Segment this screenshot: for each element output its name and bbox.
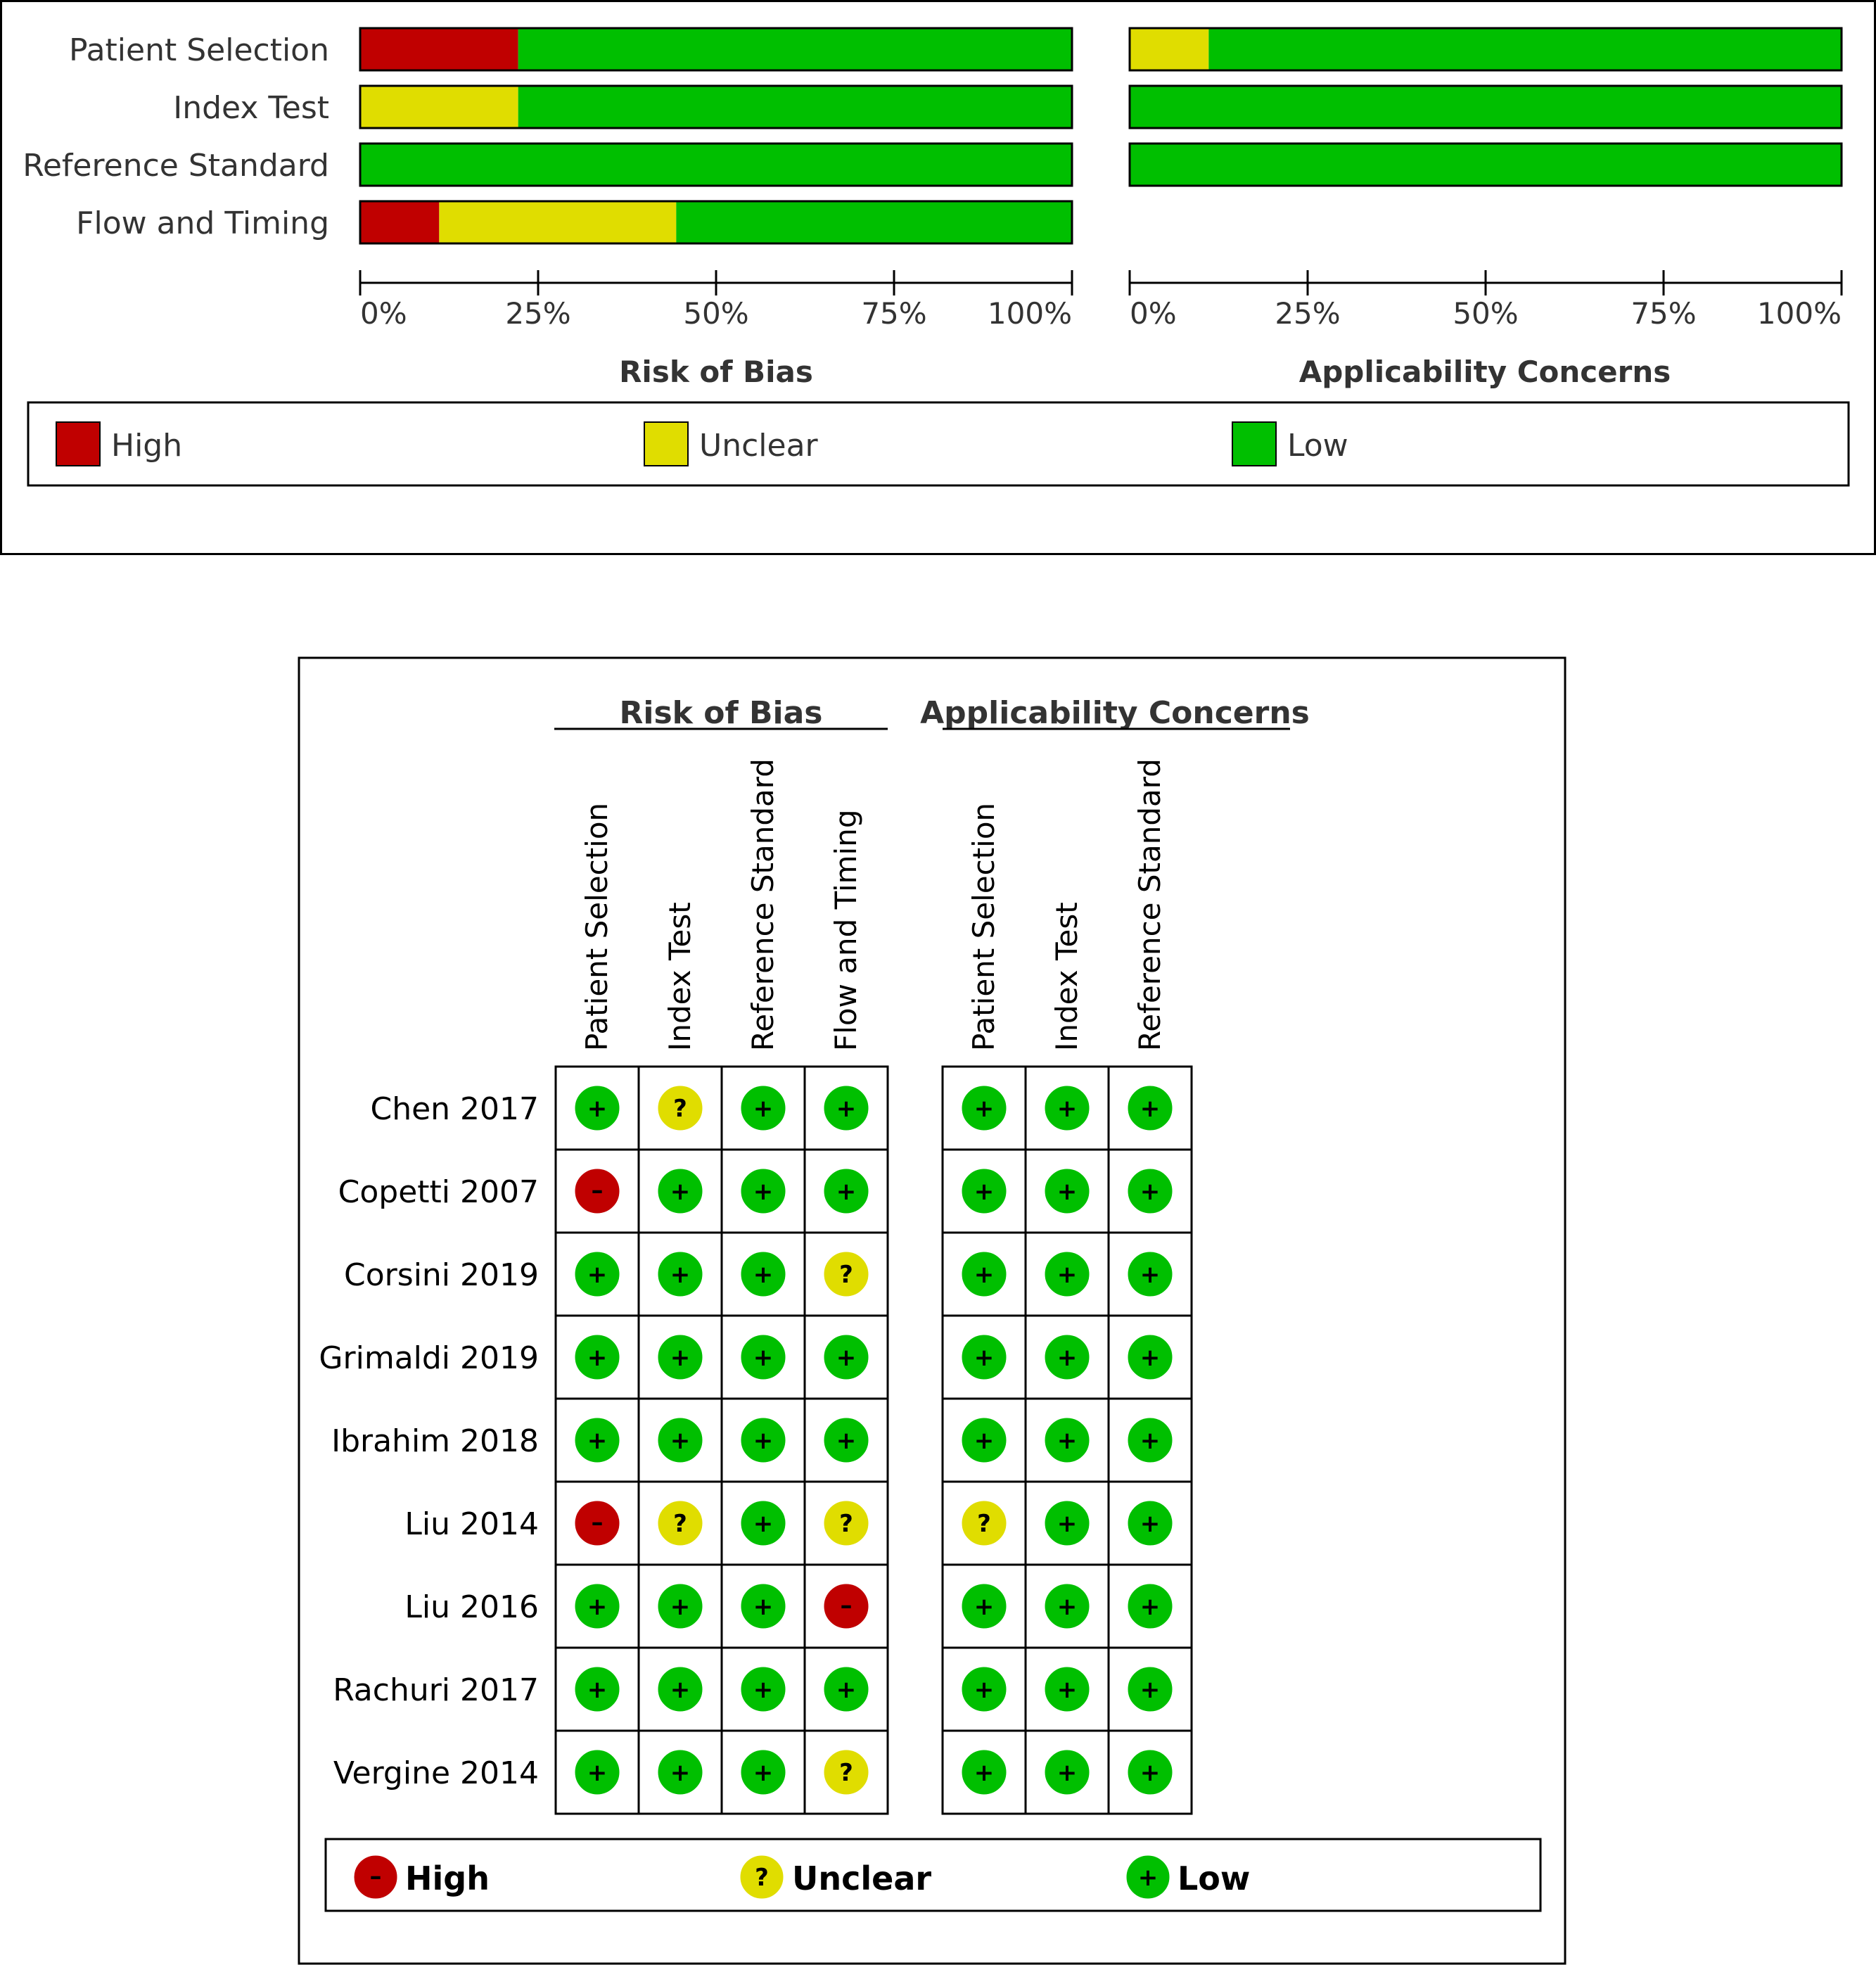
column-header-flow-and-timing: Flow and Timing: [829, 809, 863, 1051]
legend-swatch-unclear: [644, 422, 688, 466]
judgement-low-mark: +: [974, 1344, 995, 1372]
judgement-low-mark: +: [670, 1427, 691, 1455]
judgement-low-mark: +: [753, 1178, 774, 1206]
summary-table-group-headers: [554, 695, 1310, 731]
legend-symbol-high-mark: –: [369, 1862, 382, 1890]
judgement-low-mark: +: [974, 1593, 995, 1621]
judgement-low-mark: +: [1140, 1095, 1161, 1123]
judgement-low-mark: +: [1140, 1593, 1161, 1621]
judgement-low-mark: +: [753, 1261, 774, 1289]
study-label-liu-2016: Liu 2016: [404, 1589, 539, 1625]
bar-flow-and-timing-unclear: [439, 201, 676, 243]
judgement-low-mark: +: [836, 1178, 857, 1206]
study-label-chen-2017: Chen 2017: [370, 1091, 539, 1127]
judgement-low-mark: +: [1140, 1676, 1161, 1704]
column-header-index-test: Index Test: [1049, 902, 1084, 1051]
judgement-unclear-mark: ?: [977, 1510, 991, 1538]
judgement-unclear-mark: ?: [839, 1510, 853, 1538]
tick-label: 25%: [505, 296, 571, 331]
study-label-corsini-2019: Corsini 2019: [344, 1257, 539, 1293]
judgement-low-mark: +: [1057, 1510, 1078, 1538]
judgement-low-mark: +: [587, 1095, 608, 1123]
judgement-low-mark: +: [836, 1676, 857, 1704]
judgement-unclear-mark: ?: [673, 1510, 687, 1538]
bar-reference-standard-low: [360, 144, 1072, 186]
legend-frame: [28, 402, 1849, 485]
bar-index-test-unclear: [360, 86, 518, 128]
legend-swatch-low: [1232, 422, 1276, 466]
judgement-low-mark: +: [587, 1593, 608, 1621]
tick-label: 50%: [1453, 296, 1519, 331]
study-label-vergine-2014: Vergine 2014: [333, 1755, 539, 1791]
bar-patient-selection-high: [360, 28, 518, 70]
legend-label-low: Low: [1287, 428, 1348, 464]
judgement-low-mark: +: [670, 1261, 691, 1289]
judgement-low-mark: +: [670, 1344, 691, 1372]
category-label-patient-selection: Patient Selection: [69, 32, 329, 68]
judgement-unclear-mark: ?: [839, 1261, 853, 1289]
judgement-low-mark: +: [1057, 1095, 1078, 1123]
column-header-index-test: Index Test: [663, 902, 697, 1051]
judgement-low-mark: +: [836, 1427, 857, 1455]
legend-frame: [326, 1839, 1540, 1911]
judgement-high-mark: –: [840, 1591, 853, 1620]
judgement-low-mark: +: [670, 1759, 691, 1787]
judgement-low-mark: +: [753, 1593, 774, 1621]
judgement-low-mark: +: [974, 1261, 995, 1289]
category-label-reference-standard: Reference Standard: [23, 148, 329, 184]
legend-label-unclear: Unclear: [699, 428, 818, 464]
tick-label: 100%: [987, 296, 1072, 331]
column-header-patient-selection: Patient Selection: [580, 802, 614, 1051]
judgement-low-mark: +: [836, 1344, 857, 1372]
summary-table-grid: [556, 1067, 1192, 1814]
summary-table-study-labels: [319, 1091, 539, 1791]
judgement-low-mark: +: [1057, 1261, 1078, 1289]
judgement-low-mark: +: [1057, 1344, 1078, 1372]
judgement-unclear-mark: ?: [673, 1095, 687, 1123]
category-label-flow-and-timing: Flow and Timing: [76, 205, 329, 241]
judgement-low-mark: +: [1057, 1427, 1078, 1455]
bar-patient-selection-unclear: [1130, 28, 1208, 70]
judgement-high-mark: –: [591, 1508, 604, 1537]
judgement-low-mark: +: [974, 1178, 995, 1206]
tick-label: 100%: [1756, 296, 1842, 331]
legend-symbol-low-mark: +: [1137, 1864, 1159, 1892]
judgement-low-mark: +: [753, 1759, 774, 1787]
judgement-low-mark: +: [587, 1344, 608, 1372]
judgement-low-mark: +: [753, 1427, 774, 1455]
judgement-low-mark: +: [670, 1178, 691, 1206]
applicability-bars: [1130, 28, 1842, 186]
summary-graph-legend: [28, 402, 1849, 485]
tick-label: 0%: [360, 296, 407, 331]
judgement-low-mark: +: [1140, 1178, 1161, 1206]
bar-reference-standard-low: [1130, 144, 1842, 186]
bar-flow-and-timing-low: [676, 201, 1072, 243]
judgement-high-mark: –: [591, 1176, 604, 1204]
legend-label-unclear: Unclear: [792, 1859, 932, 1897]
judgement-low-mark: +: [974, 1427, 995, 1455]
risk-of-bias-axis-title: Risk of Bias: [619, 355, 813, 389]
judgement-low-mark: +: [1140, 1510, 1161, 1538]
column-header-reference-standard: Reference Standard: [746, 758, 780, 1051]
judgement-low-mark: +: [836, 1095, 857, 1123]
judgement-low-mark: +: [670, 1676, 691, 1704]
judgement-low-mark: +: [753, 1344, 774, 1372]
judgement-low-mark: +: [587, 1427, 608, 1455]
tick-label: 75%: [1631, 296, 1697, 331]
judgement-low-mark: +: [670, 1593, 691, 1621]
bar-patient-selection-low: [518, 28, 1072, 70]
study-label-liu-2014: Liu 2014: [404, 1506, 539, 1542]
applicability-axis-title: Applicability Concerns: [1298, 355, 1671, 389]
judgement-unclear-mark: ?: [839, 1759, 853, 1787]
bar-index-test-low: [518, 86, 1072, 128]
tick-label: 25%: [1275, 296, 1341, 331]
group-title-risk-of-bias: Risk of Bias: [619, 695, 823, 731]
judgement-low-mark: +: [1057, 1593, 1078, 1621]
judgement-low-mark: +: [974, 1676, 995, 1704]
legend-label-low: Low: [1178, 1859, 1251, 1897]
judgement-low-mark: +: [753, 1095, 774, 1123]
judgement-low-mark: +: [1057, 1676, 1078, 1704]
judgement-low-mark: +: [587, 1676, 608, 1704]
judgement-low-mark: +: [974, 1095, 995, 1123]
column-header-reference-standard: Reference Standard: [1132, 758, 1167, 1051]
study-label-grimaldi-2019: Grimaldi 2019: [319, 1340, 539, 1376]
judgement-low-mark: +: [1140, 1344, 1161, 1372]
bar-patient-selection-low: [1208, 28, 1842, 70]
legend-swatch-high: [56, 422, 100, 466]
judgement-low-mark: +: [587, 1261, 608, 1289]
summary-table-legend: [326, 1839, 1540, 1911]
bar-index-test-low: [1130, 86, 1842, 128]
tick-label: 75%: [861, 296, 927, 331]
bar-flow-and-timing-high: [360, 201, 439, 243]
column-header-patient-selection: Patient Selection: [966, 802, 1001, 1051]
judgement-low-mark: +: [753, 1676, 774, 1704]
study-label-copetti-2007: Copetti 2007: [338, 1174, 539, 1210]
tick-label: 50%: [683, 296, 749, 331]
judgement-low-mark: +: [1057, 1178, 1078, 1206]
judgement-low-mark: +: [974, 1759, 995, 1787]
legend-label-high: High: [111, 428, 183, 464]
judgement-low-mark: +: [1140, 1261, 1161, 1289]
judgement-low-mark: +: [1140, 1427, 1161, 1455]
tick-label: 0%: [1130, 296, 1177, 331]
study-label-ibrahim-2018: Ibrahim 2018: [331, 1423, 539, 1459]
judgement-low-mark: +: [753, 1510, 774, 1538]
category-label-index-test: Index Test: [173, 90, 329, 126]
study-label-rachuri-2017: Rachuri 2017: [333, 1672, 539, 1708]
legend-label-high: High: [405, 1859, 490, 1897]
judgement-low-mark: +: [1057, 1759, 1078, 1787]
legend-symbol-unclear-mark: ?: [755, 1864, 769, 1892]
judgement-low-mark: +: [1140, 1759, 1161, 1787]
judgement-low-mark: +: [587, 1759, 608, 1787]
group-title-applicability: Applicability Concerns: [920, 695, 1310, 731]
